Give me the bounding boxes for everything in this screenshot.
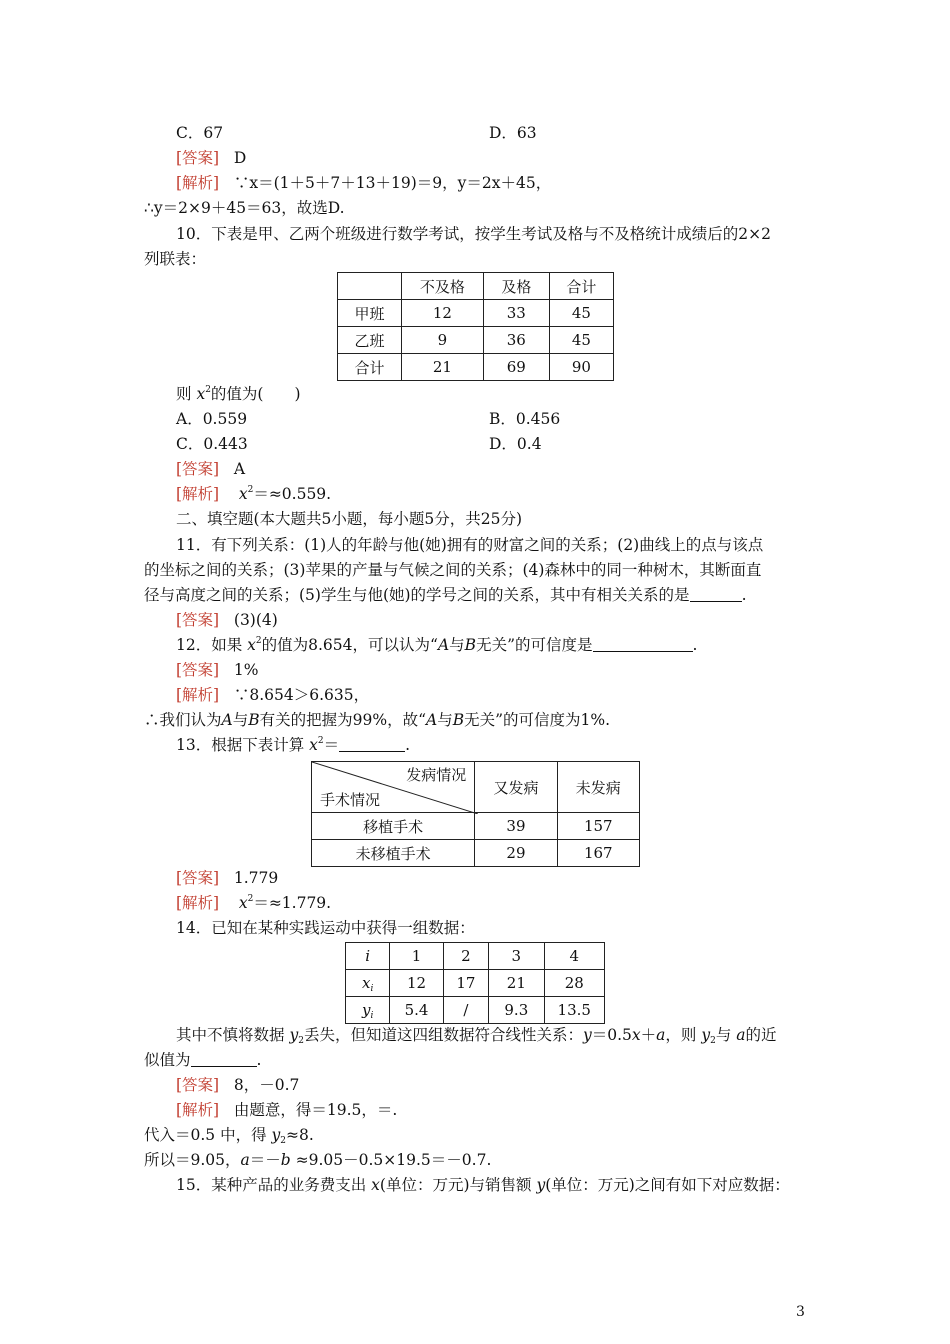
var-b: b [280, 1151, 291, 1169]
answer-tag: [答案] [176, 661, 220, 679]
table-cell: 5.4 [390, 997, 443, 1024]
corner-top-label: 发病情况 [406, 766, 467, 784]
page-number: 3 [796, 1304, 805, 1320]
table-cell: 17 [443, 970, 488, 997]
table-row [346, 997, 605, 1024]
q12-stem-mid: 的值为8.654，可以认为“ [261, 636, 438, 654]
var-y: y [536, 1176, 546, 1194]
table-cell: 乙班 [338, 327, 402, 354]
q12-stem-mid: 与 [449, 636, 465, 654]
text: 无关”的可信度为1%. [464, 711, 611, 729]
q12-answer-line [176, 660, 258, 680]
table-cell: 12 [390, 970, 443, 997]
table-header-cell: 未发病 [557, 762, 639, 813]
answer-tag: [答案] [176, 149, 220, 167]
q10-stem-2: 列联表： [144, 250, 207, 268]
table-cell: 4 [544, 943, 605, 970]
answer-tag: [答案] [176, 611, 220, 629]
var-y: y [289, 1026, 299, 1044]
q13-table [311, 761, 640, 867]
subscript: 2 [298, 1036, 304, 1046]
text: (单位：万元)之间有如下对应数据： [545, 1176, 790, 1194]
analysis-tag: [解析] [176, 686, 220, 704]
chi-var: x [238, 485, 248, 503]
answer-tag: [答案] [176, 869, 220, 887]
text: 代入＝0.5 中，得 [144, 1126, 272, 1144]
var-x: x [371, 1176, 380, 1194]
q14-answer: 8，－0.7 [233, 1076, 300, 1094]
table-row [312, 813, 640, 840]
text: 其中不慎将数据 [176, 1026, 290, 1044]
text: 与 [437, 711, 453, 729]
var-y: y [271, 1126, 281, 1144]
row-label-x [346, 970, 390, 997]
q14-blank [191, 1052, 257, 1067]
q10-answer-line [176, 459, 245, 479]
table-cell: 69 [483, 354, 549, 381]
q14-analysis-3 [144, 1150, 491, 1170]
table-header-cell: 及格 [483, 273, 549, 300]
corner-bottom-label: 手术情况 [320, 791, 381, 809]
q14-text-2 [144, 1050, 261, 1070]
q10-answer: A [233, 460, 246, 478]
section-heading: 二、填空题(本大题共5小题，每小题5分，共25分) [176, 510, 523, 528]
q14-analysis-1: 由题意，得＝19.5，＝. [233, 1101, 398, 1119]
chi-var: x [247, 636, 256, 654]
text: 的近 [745, 1026, 777, 1044]
var-y: y [701, 1026, 711, 1044]
var-a: A [221, 711, 233, 729]
table-cell: / [443, 997, 488, 1024]
table-header-cell: 不及格 [402, 273, 484, 300]
table-cell: 36 [483, 327, 549, 354]
table-cell: 9.3 [489, 997, 544, 1024]
table-cell: 1 [390, 943, 443, 970]
text: 丢失，但知道这四组数据符合线性关系： [303, 1026, 583, 1044]
q14-analysis-2 [144, 1125, 314, 1145]
var-a: a [240, 1151, 250, 1169]
q14-text-1 [176, 1025, 777, 1045]
table-cell [338, 273, 402, 300]
q13-analysis-line [176, 893, 331, 913]
text: ＝－ [249, 1151, 281, 1169]
table-row [346, 943, 605, 970]
table-row [338, 327, 614, 354]
text: ≈8. [286, 1126, 314, 1144]
table-cell: 45 [549, 327, 613, 354]
q10-option-a: A．0.559 [176, 410, 248, 428]
table-cell: 12 [402, 300, 484, 327]
q9-analysis-2: ∴y＝2×9＋45＝63，故选D. [144, 199, 345, 217]
answer-tag: [答案] [176, 460, 220, 478]
q13-stem-end: . [405, 736, 411, 754]
q13-answer-line [176, 868, 278, 888]
analysis-tag: [解析] [176, 1101, 220, 1119]
table-header-cell: 合计 [549, 273, 613, 300]
q11-line-3-end: . [741, 586, 747, 604]
q10-question-pre: 则 [176, 385, 197, 403]
text: ＝0.5 [591, 1026, 632, 1044]
table-header-row [312, 762, 640, 813]
q9-analysis-1: ∵x＝(1＋5＋7＋13＋19)＝9，y＝2x＋45， [233, 174, 552, 192]
analysis-tag: [解析] [176, 485, 220, 503]
q14-analysis-line [176, 1100, 397, 1120]
table-cell: 33 [483, 300, 549, 327]
q12-blank [593, 637, 693, 652]
var-a: A [426, 711, 438, 729]
diagonal-header-cell [312, 762, 475, 813]
q14-data-table [345, 942, 605, 1024]
q15-stem [176, 1175, 790, 1195]
table-cell: 移植手术 [312, 813, 475, 840]
text: (单位：万元)与销售额 [379, 1176, 537, 1194]
q10-option-c: C．0.443 [176, 435, 248, 453]
q13-answer: 1.779 [233, 869, 279, 887]
text: ≈9.05－0.5×19.5＝－0.7. [290, 1151, 492, 1169]
table-cell: 甲班 [338, 300, 402, 327]
table-cell: 13.5 [544, 997, 605, 1024]
text: 有关的把握为99%，故“ [259, 711, 427, 729]
var-a: a [736, 1026, 746, 1044]
q11-answer-line [176, 610, 278, 630]
text: 与 [715, 1026, 737, 1044]
answer-tag: [答案] [176, 1076, 220, 1094]
table-header-cell: 又发病 [475, 762, 557, 813]
q11-line-3 [144, 585, 747, 605]
chi-sup: 2 [255, 636, 262, 646]
q9-analysis-line [176, 173, 551, 193]
table-cell: 21 [489, 970, 544, 997]
subscript: 2 [280, 1136, 287, 1146]
table-row [312, 840, 640, 867]
subscript: i [370, 984, 374, 994]
q11-line-2: 的坐标之间的关系；(3)苹果的产量与气候之间的关系；(4)森林中的同一种树木，其断面直 [144, 561, 762, 579]
text: 所以＝9.05， [144, 1151, 241, 1169]
row-label-y [346, 997, 390, 1024]
text: ∴我们认为 [144, 711, 222, 729]
q12-stem [176, 635, 697, 655]
subscript: 2 [710, 1036, 716, 1046]
q9-answer: D [233, 149, 247, 167]
q12-stem-end: . [692, 636, 698, 654]
q10-option-b: B．0.456 [489, 410, 561, 428]
chi-sup: 2 [247, 485, 254, 495]
table-cell: 合计 [338, 354, 402, 381]
q10-analysis-value: ＝≈0.559. [253, 485, 332, 503]
table-cell: 未移植手术 [312, 840, 475, 867]
q9-answer-line [176, 148, 246, 168]
subscript: i [370, 1011, 374, 1021]
var-y: y [582, 1026, 592, 1044]
chi-var: x [238, 894, 248, 912]
q10-stem-1: 10．下表是甲、乙两个班级进行数学考试，按学生考试及格与不及格统计成绩后的2×2 [176, 225, 771, 243]
q13-blank [339, 737, 405, 752]
chi-sup: 2 [205, 385, 211, 395]
chi-var: x [309, 736, 318, 754]
q12-stem-mid: 无关”的可信度是 [476, 636, 593, 654]
q11-line-3-text: 径与高度之间的关系；(5)学生与他(她)的学号之间的关系，其中有相关关系的是 [144, 586, 690, 604]
var-b: B [464, 636, 477, 654]
text: ，则 [665, 1026, 702, 1044]
table-cell: 39 [475, 813, 557, 840]
table-cell: 2 [443, 943, 488, 970]
q11-line-1: 11．有下列关系：(1)人的年龄与他(她)拥有的财富之间的关系；(2)曲线上的点与该点 [176, 536, 764, 554]
q13-stem-pre: 13．根据下表计算 [176, 736, 310, 754]
q9-option-d: D．63 [489, 124, 537, 142]
chi-var: x [196, 385, 206, 403]
var-b: B [452, 711, 465, 729]
text: 与 [232, 711, 249, 729]
var-a: A [437, 636, 450, 654]
table-cell: 9 [402, 327, 484, 354]
chi-sup: 2 [317, 736, 324, 746]
table-cell: 21 [402, 354, 484, 381]
q10-analysis-line [176, 484, 331, 504]
table-cell: 28 [544, 970, 605, 997]
chi-sup: 2 [247, 894, 254, 904]
var-a: a [656, 1026, 666, 1044]
q13-analysis-value: ＝≈1.779. [253, 894, 332, 912]
q13-stem [176, 735, 410, 755]
table-row [338, 354, 614, 381]
text: 似值为 [144, 1051, 191, 1069]
analysis-tag: [解析] [176, 894, 220, 912]
var-y: y [361, 1001, 371, 1019]
q12-analysis-line [176, 685, 369, 705]
q12-analysis-1: ∵8.654＞6.635， [233, 686, 370, 704]
table-cell: 29 [475, 840, 557, 867]
table-row [346, 970, 605, 997]
text: ＋ [640, 1026, 657, 1044]
q10-option-d: D．0.4 [489, 435, 542, 453]
q9-option-c: C．67 [176, 124, 224, 142]
table-cell: 167 [557, 840, 639, 867]
table-header-row [338, 273, 614, 300]
q10-question [176, 384, 301, 404]
var-x: x [631, 1026, 641, 1044]
q12-analysis-2 [144, 710, 610, 730]
q10-question-post: 的值为( ) [210, 385, 301, 403]
q11-answer: (3)(4) [233, 611, 278, 629]
q14-answer-line [176, 1075, 299, 1095]
text: 15．某种产品的业务费支出 [176, 1176, 372, 1194]
table-cell: 90 [549, 354, 613, 381]
var-b: B [248, 711, 260, 729]
table-row [338, 300, 614, 327]
q14-stem: 14．已知在某种实践运动中获得一组数据： [176, 919, 475, 937]
table-cell: 45 [549, 300, 613, 327]
table-cell: 3 [489, 943, 544, 970]
q10-contingency-table [337, 272, 614, 381]
q13-stem-mid: ＝ [323, 736, 340, 754]
table-cell: 157 [557, 813, 639, 840]
q12-answer: 1% [233, 661, 259, 679]
q12-stem-pre: 12．如果 [176, 636, 248, 654]
analysis-tag: [解析] [176, 174, 220, 192]
var-x: x [361, 974, 371, 992]
row-label-i: i [346, 943, 390, 970]
text: . [256, 1051, 262, 1069]
q11-blank [690, 587, 742, 602]
